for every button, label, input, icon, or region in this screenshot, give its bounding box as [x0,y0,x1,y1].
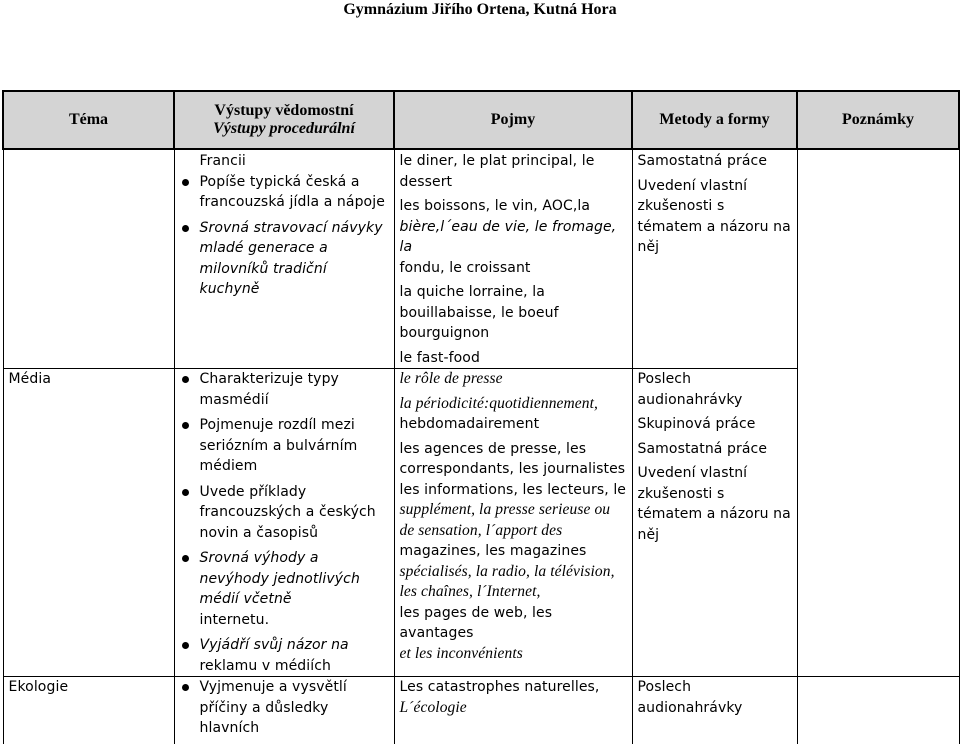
list-item: Vyjmenuje a vysvětlí příčiny a důsledky hlavních [180,677,389,739]
table-row [3,149,959,369]
list-item: Srovná výhody a nevýhody jednotlivých médií včetně [180,548,389,610]
cell-pojmy [394,149,632,369]
term: supplément, la presse serieuse ou de sensation, l´apport des [399,501,611,539]
method: Poslech audionahrávky [637,371,743,408]
method: Poslech audionahrávky [637,679,743,716]
list-item: Pojmenuje rozdíl mezi seriózním a bulvárním médiem [180,415,389,477]
header-tema: Téma [3,91,174,149]
table-row [3,677,959,744]
term: le diner, le plat principal, le dessert [399,153,595,190]
header-poznamky: Poznámky [797,91,959,149]
cell-metody [632,677,797,744]
method: Uvedení vlastní zkušenosti s tématem a názoru na něj [637,177,791,255]
list-item: Srovná stravovací návyky mladé generace a milovníků tradiční kuchyně [180,218,389,300]
list-item: Vyjádří svůj názor na [180,635,389,656]
term: hebdomadairement [399,416,540,432]
term: le rôle de presse [399,370,503,387]
header-metody: Metody a formy [632,91,797,149]
method: Uvedení vlastní zkušenosti s tématem a názoru na něj [637,465,791,543]
list-item: reklamu v médiích [199,657,332,674]
cell-pojmy [394,369,632,677]
cell-tema [3,149,174,369]
method: Skupinová práce [637,416,756,432]
curriculum-table [2,90,960,744]
cell-vystupy [174,369,394,677]
method: Samostatná práce [637,153,768,169]
term: fondu, le croissant [399,259,531,276]
header-pojmy: Pojmy [394,91,632,149]
cell-poznamky [797,369,959,677]
term: les boissons, le vin, AOC,la [399,198,591,214]
cell-pojmy [394,677,632,744]
cell-poznamky [797,149,959,369]
term: et les inconvénients [399,644,523,662]
table-row [3,369,959,677]
cell-poznamky [797,677,959,744]
term: Les catastrophes naturelles, [399,679,600,695]
term: les pages de web, les avantages [399,604,553,641]
method: Samostatná práce [637,440,768,457]
cell-tema: Ekologie [3,677,174,744]
header-vystupy-proceduralni: Výstupy procedurální [213,120,355,137]
term: les agences de presse, les correspondants, les journalistes les informations, les lecteurs, le [399,440,627,498]
cell-vystupy [174,149,394,369]
term: magazines, les magazines [399,543,587,559]
list-item: Francii [199,153,246,169]
cell-tema: Média [3,369,174,677]
cell-vystupy [174,677,394,744]
list-item: Popíše typická česká a francouzská jídla a nápoje [180,172,389,213]
list-item: internetu. [199,611,270,628]
school-title: Gymnázium Jiřího Ortena, Kutná Hora [343,1,617,18]
list-item: Charakterizuje typy masmédií [180,369,389,410]
header-vystupy-vedomostni: Výstupy vědomostní [214,102,354,119]
cell-metody [632,149,797,369]
list-item: Uvede příklady francouzských a českých novin a časopisů [180,482,389,544]
term: spécialisés, la radio, la télévision, les chaînes, l´Internet, [399,562,615,600]
term: L´écologie [399,698,467,716]
header-vystupy [174,91,394,149]
cell-metody [632,369,797,677]
term: la périodicité:quotidiennement, [399,394,599,412]
term: le fast-food [399,349,480,366]
term: bière,l´eau de vie, le fromage, la [399,218,617,255]
header-row [3,91,959,149]
term: la quiche lorraine, la bouillabaisse, le boeuf bourguignon [399,284,559,341]
